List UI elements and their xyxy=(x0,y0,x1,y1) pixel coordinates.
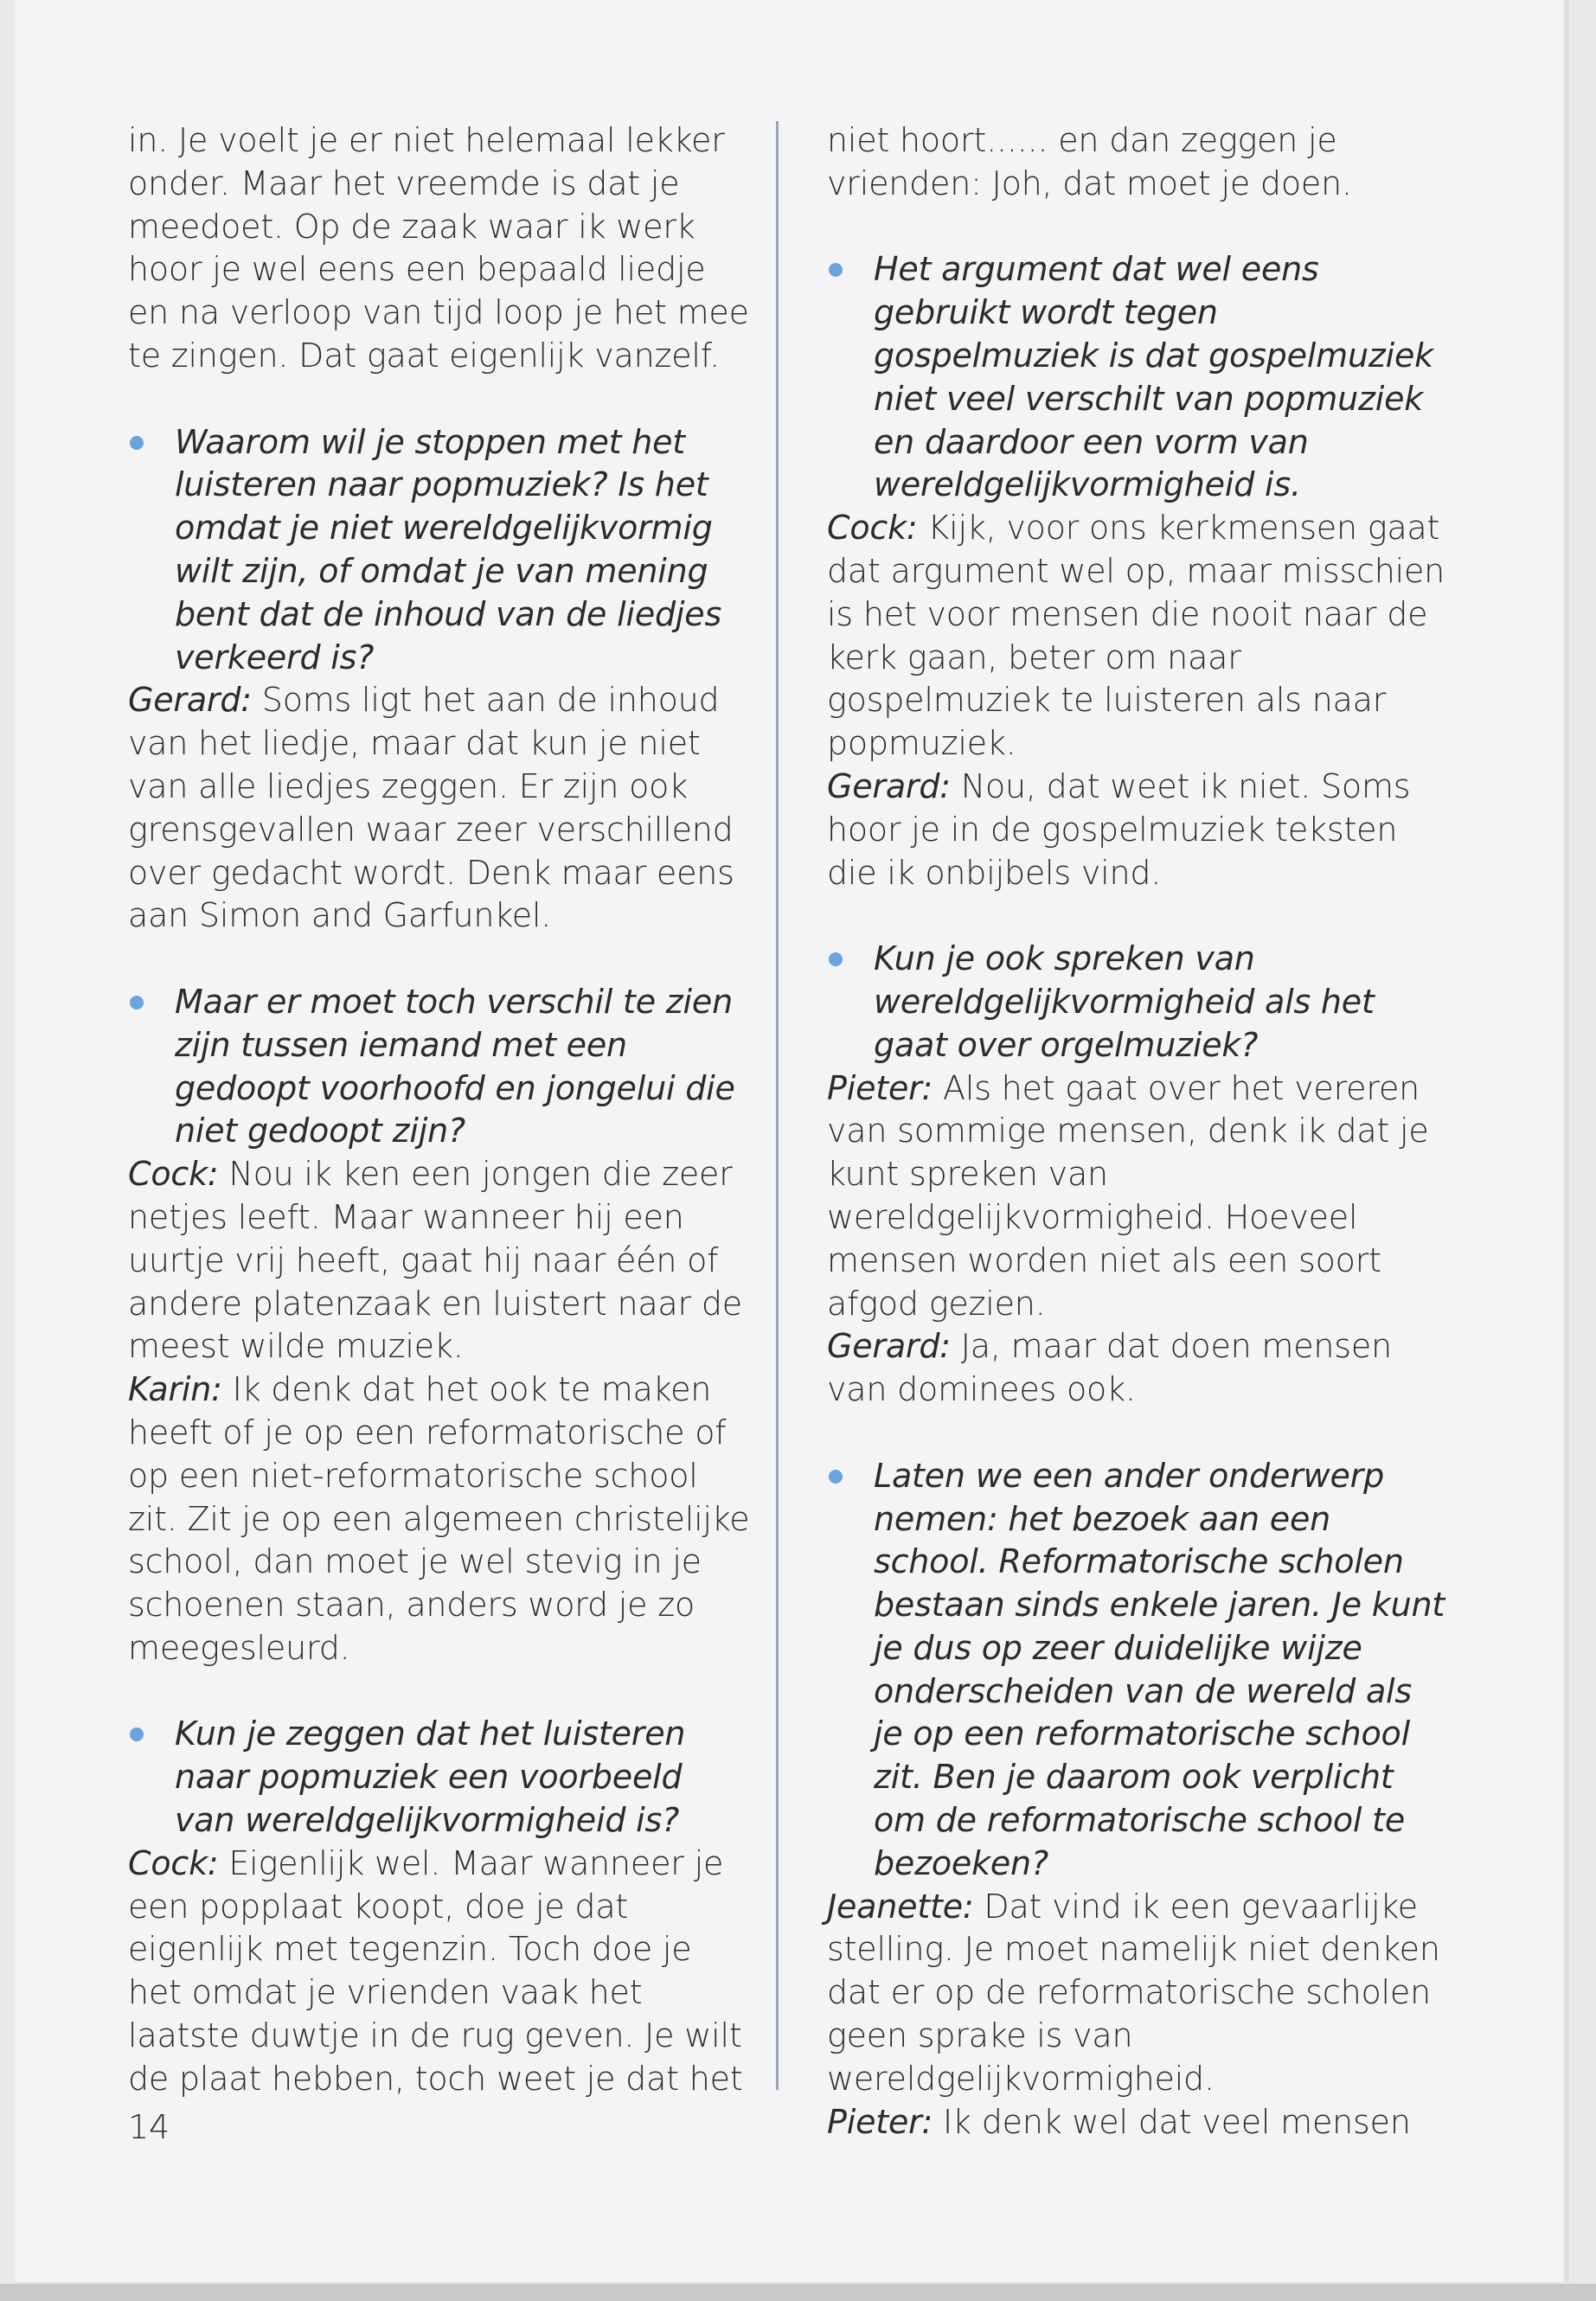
interview-answer: Gerard: Nou, dat weet ik niet. Soms hoor je in de gospelmuziek teksten die ik onbijbels vind. xyxy=(827,766,1411,892)
paragraph-text: in. Je voelt je er niet helemaal lekker onder. Maar het vreemde is dat je meedoet. Op de zaak waar ik werk hoor je wel eens een bepaald liedje en na verloop van tijd loop je het mee te zingen. Dat gaat eigenlijk vanzelf. xyxy=(128,121,749,375)
interview-question: Kun je zeggen dat het luisteren naar popmuziek een voorbeeld van wereldgelijkvormigheid is? xyxy=(128,1713,751,1842)
speaker-name: Gerard: xyxy=(827,1327,951,1366)
speaker-name: Cock: xyxy=(827,509,918,548)
interview-answer: Cock: Eigenlijk wel. Maar wanneer je een popplaat koopt, doe je dat eigenlijk met tegenzin. Toch doe je het omdat je vrienden vaak het laatste duwtje in de rug geven. Je wilt de plaat hebben, toch weet je dat het xyxy=(128,1843,743,2098)
interview-answer: Cock: Nou ik ken een jongen die zeer netjes leeft. Maar wanneer hij een uurtje vrij heeft, gaat hij naar één of andere platenzaak en luistert naar de meest wilde muziek. xyxy=(128,1155,742,1366)
speaker-name: Cock: xyxy=(128,1843,219,1882)
interview-question: Waarom wil je stoppen met het luisteren naar popmuziek? Is het omdat je niet wereldgelijkvormig wilt zijn, of omdat je van mening bent dat de inhoud van de liedjes verkeerd is? xyxy=(128,421,751,680)
interview-question: Laten we een ander onderwerp nemen: het bezoek aan een school. Reformatorische scholen bestaan sinds enkele jaren. Je kunt je dus op zeer duidelijke wijze onderscheiden van de wereld als je op een reformatorische school zit. Ben je daarom ook verplicht om de reformatorische school te bezoeken? xyxy=(827,1455,1450,1886)
right-column xyxy=(827,119,1450,2144)
bullet-icon xyxy=(829,952,843,966)
speaker-name: Pieter: xyxy=(827,2102,933,2141)
paragraph-text: niet hoort...... en dan zeggen je vrienden: Joh, dat moet je doen. xyxy=(827,121,1352,202)
speaker-name: Cock: xyxy=(128,1155,219,1194)
bullet-icon xyxy=(829,1470,843,1484)
interview-answer: Jeanette: Dat vind ik een gevaarlijke stelling. Je moet namelijk niet denken dat er op de reformatorische scholen geen sprake is van wereldgelijkvormigheid. xyxy=(827,1887,1440,2098)
column-divider xyxy=(776,121,779,2090)
page-bottom-edge xyxy=(0,2284,1596,2301)
interview-question: Maar er moet toch verschil te zien zijn tussen iemand met een gedoopt voorhoofd en jongelui die niet gedoopt zijn? xyxy=(128,981,751,1153)
bullet-icon xyxy=(130,1727,144,1741)
bullet-icon xyxy=(130,996,144,1009)
speaker-name: Gerard: xyxy=(827,766,951,805)
bullet-icon xyxy=(829,263,843,277)
interview-question: Het argument dat wel eens gebruikt wordt tegen gospelmuziek is dat gospelmuziek niet veel verschilt van popmuziek en daardoor een vorm van wereldgelijkvormigheid is. xyxy=(827,248,1450,507)
interview-answer: Cock: Kijk, voor ons kerkmensen gaat dat argument wel op, maar misschien is het voor mensen die nooit naar de kerk gaan, beter om naar gospelmuziek te luisteren als naar popmuziek. xyxy=(827,509,1445,763)
speaker-name: Jeanette: xyxy=(827,1887,974,1926)
interview-answer: Gerard: Soms ligt het aan de inhoud van het liedje, maar dat kun je niet van alle liedjes zeggen. Er zijn ook grensgevallen waar zeer verschillend over gedacht wordt. Denk maar eens aan Simon and Garfunkel. xyxy=(128,681,734,935)
interview-question: Kun je ook spreken van wereldgelijkvormigheid als het gaat over orgelmuziek? xyxy=(827,938,1450,1067)
left-column xyxy=(128,119,751,2101)
speaker-name: Karin: xyxy=(128,1370,222,1409)
speaker-name: Gerard: xyxy=(128,681,252,720)
bullet-icon xyxy=(130,436,144,450)
page-number: 14 xyxy=(128,2108,170,2146)
interview-answer: Gerard: Ja, maar dat doen mensen van dominees ook. xyxy=(827,1327,1392,1409)
interview-answer: Pieter: Ik denk wel dat veel mensen xyxy=(827,2102,1411,2141)
speaker-name: Pieter: xyxy=(827,1068,933,1107)
interview-answer: Pieter: Als het gaat over het vereren van sommige mensen, denk ik dat je kunt spreken van wereldgelijkvormigheid. Hoeveel mensen worden niet als een soort afgod gezien. xyxy=(827,1068,1429,1323)
interview-answer: Karin: Ik denk dat het ook te maken heeft of je op een reformatorische of op een niet-reformatorische school zit. Zit je op een algemeen christelijke school, dan moet je wel stevig in je schoenen staan, anders word je zo meegesleurd. xyxy=(128,1370,750,1667)
